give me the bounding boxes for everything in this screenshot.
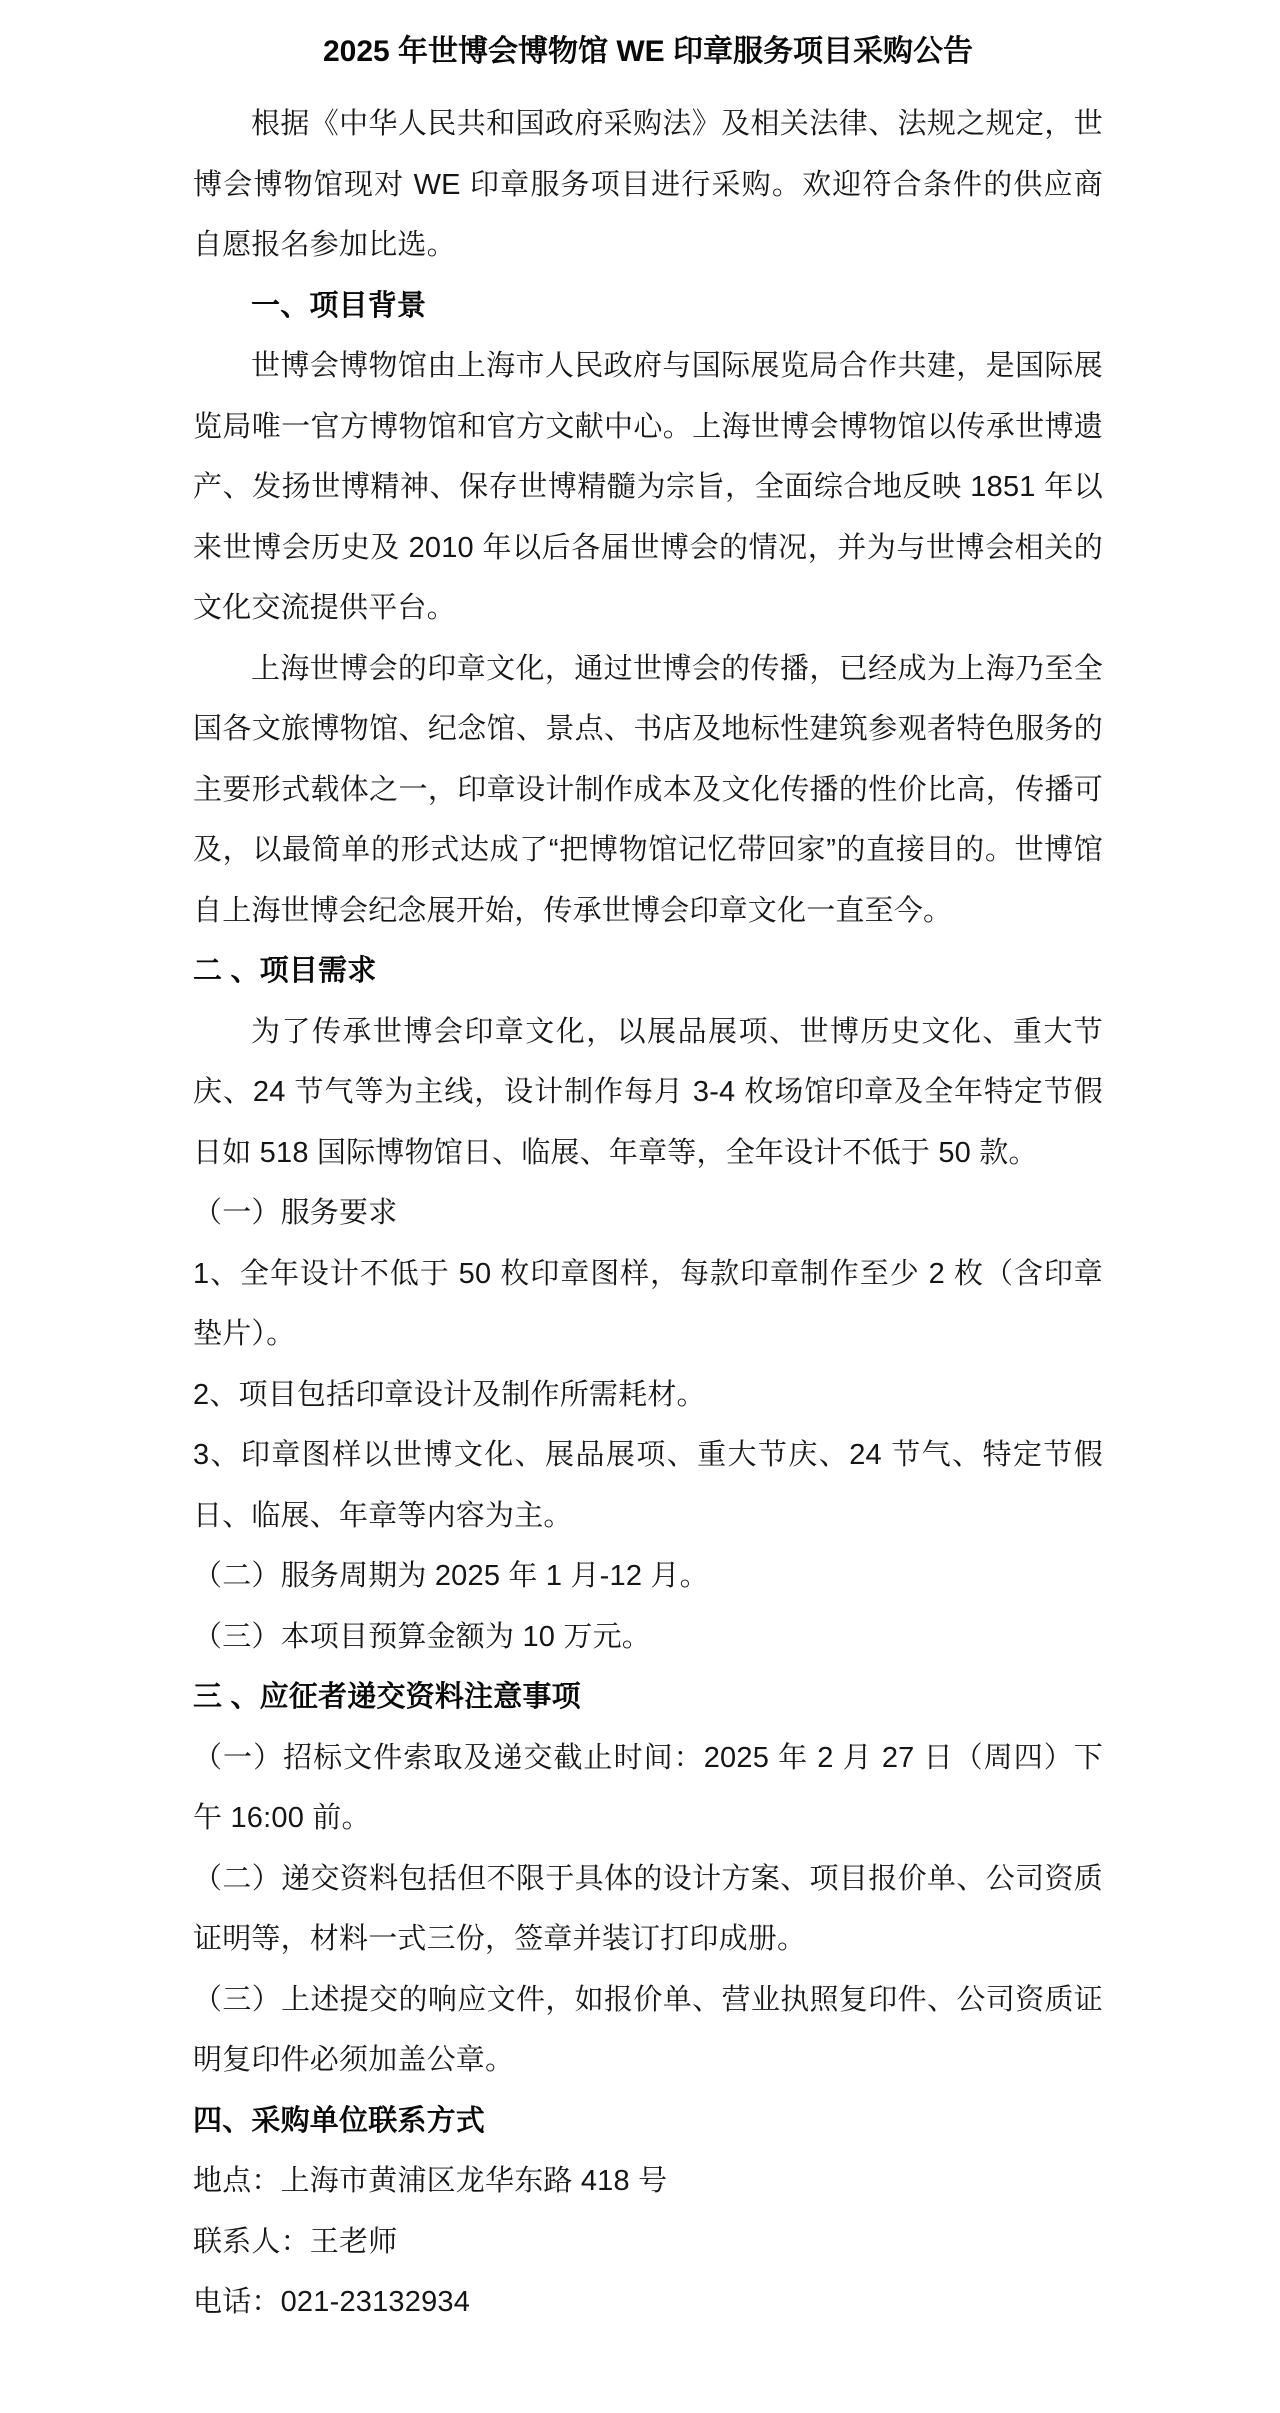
paragraph-demand-overview: 为了传承世博会印章文化，以展品展项、世博历史文化、重大节庆、24 节气等为主线，设计制作每月 3-4 枚场馆印章及全年特定节假日如 518 国际博物馆日、临展、年章等，全年设计不低于 50 款。 [193,1015,1103,1169]
contact-person: 联系人：王老师 [193,2225,398,2258]
paragraph-background-seal-culture: 上海世博会的印章文化，通过世博会的传播，已经成为上海乃至全国各文旅博物馆、纪念馆、景点、书店及地标性建筑参观者特色服务的主要形式载体之一，印章设计制作成本及文化传播的性价比高，传播可及，以最简单的形式达成了“把博物馆记忆带回家”的直接目的。世博馆自上海世博会纪念展开始，传承世博会印章文化一直至今。 [193,652,1103,927]
list-item-requirement-2: 2、项目包括印章设计及制作所需耗材。 [193,1378,706,1411]
subheading-service-requirements: （一）服务要求 [193,1197,398,1229]
contact-phone: 电话：021-23132934 [193,2286,471,2318]
document-title: 2025 年世博会博物馆 WE 印章服务项目采购公告 [322,35,974,68]
list-item-budget: （三）本项目预算金额为 10 万元。 [193,1620,651,1653]
list-item-materials: （二）递交资料包括但不限于具体的设计方案、项目报价单、公司资质证明等，材料一式三份，签章并装订打印成册。 [193,1862,1103,1955]
section-heading-2-project-requirements: 二 、项目需求 [193,955,377,987]
list-item-requirement-3: 3、印章图样以世博文化、展品展项、重大节庆、24 节气、特定节假日、临展、年章等内容为主。 [193,1439,1103,1532]
list-item-deadline: （一）招标文件索取及递交截止时间：2025 年 2 月 27 日（周四）下午 16:00 前。 [193,1741,1103,1834]
paragraph-background-museum: 世博会博物馆由上海市人民政府与国际展览局合作共建，是国际展览局唯一官方博物馆和官方文献中心。上海世博会博物馆以传承世博遗产、发扬世博精神、保存世博精髓为宗旨，全面综合地反映 1851 年以来世博会历史及 2010 年以后各届世博会的情况，并为与世博会相关的文化交流提供平台。 [193,350,1103,624]
section-heading-3-submission-notes: 三 、应征者递交资料注意事项 [193,1681,581,1713]
paragraph-intro: 根据《中华人民共和国政府采购法》及相关法律、法规之规定，世博会博物馆现对 WE 印章服务项目进行采购。欢迎符合条件的供应商自愿报名参加比选。 [193,108,1103,261]
section-heading-4-contact-info: 四、采购单位联系方式 [193,2104,486,2137]
list-item-requirement-1: 1、全年设计不低于 50 枚印章图样，每款印章制作至少 2 枚（含印章垫片）。 [193,1257,1103,1350]
list-item-service-period: （二）服务周期为 2025 年 1 月-12 月。 [193,1560,709,1592]
section-heading-1-project-background: 一、项目背景 [251,289,427,322]
list-item-official-seal: （三）上述提交的响应文件，如报价单、营业执照复印件、公司资质证明复印件必须加盖公章。 [193,1983,1103,2076]
contact-address: 地点：上海市黄浦区龙华东路 418 号 [193,2165,668,2197]
